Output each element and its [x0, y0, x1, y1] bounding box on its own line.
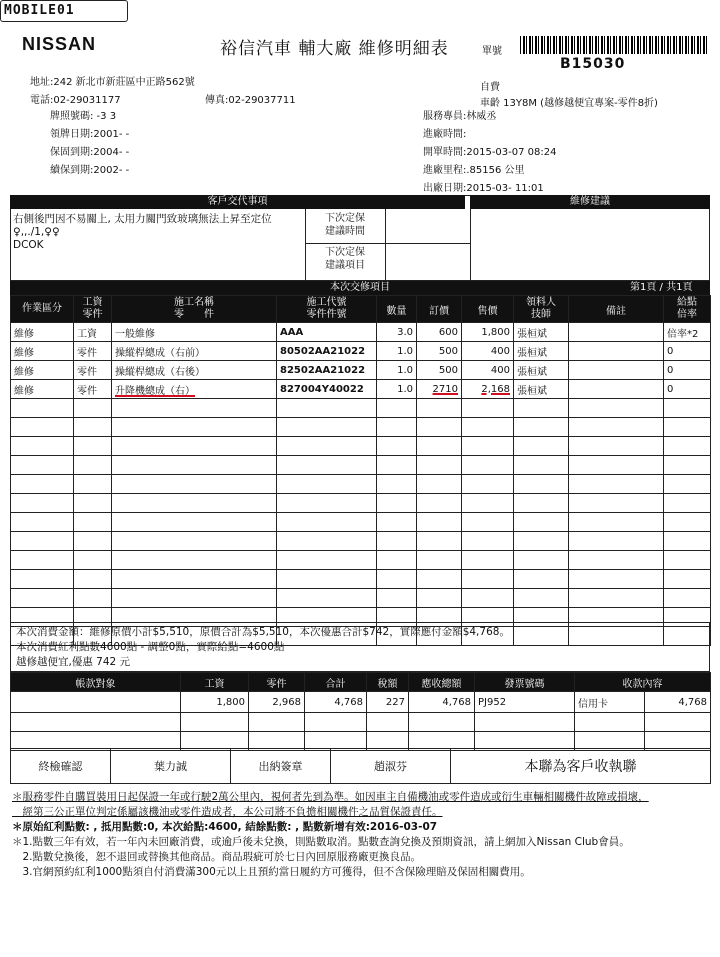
page-info: 第1頁 / 共1頁	[630, 282, 693, 293]
cell: 500	[417, 342, 462, 361]
service-info	[423, 108, 556, 198]
empty-row	[11, 418, 711, 437]
cell: 維修	[11, 380, 74, 399]
barcode	[520, 36, 708, 54]
empty-row	[11, 570, 711, 589]
cell: 倍率*2	[664, 323, 711, 342]
customer-request-text: 右側後門因不易關上, 太用力關門致玻璃無法上昇至定位	[13, 213, 272, 225]
cell: 維修	[11, 323, 74, 342]
cashier-name: 趙淑芬	[331, 749, 451, 784]
divider	[470, 209, 471, 281]
table-row	[11, 361, 711, 380]
cell	[569, 342, 664, 361]
col-invoice: 發票號碼	[475, 673, 575, 692]
empty-row	[11, 456, 711, 475]
final-check-name: 葉力誠	[111, 749, 231, 784]
cell-highlighted: 升降機總成（右）	[112, 380, 277, 399]
cell: 一般維修	[112, 323, 277, 342]
empty-row	[11, 589, 711, 608]
table-row	[11, 342, 711, 361]
cell: 張桓斌	[514, 323, 569, 342]
cell	[569, 380, 664, 399]
customer-request	[13, 213, 272, 252]
col-payer: 帳款對象	[11, 673, 181, 692]
summary-points: 本次消費紅利點數4600點 - 調整0點，實際給點=4600點	[16, 641, 285, 653]
site-logo: MOBILE01	[0, 0, 128, 22]
cell: 2,968	[249, 692, 305, 713]
signature-table	[10, 748, 711, 784]
signature-row	[11, 749, 711, 784]
mileage: 進廠里程:.85156 公里	[423, 165, 525, 176]
note-line: ＊服務零件自購買裝用日起保證一年或行駛2萬公里內，視何者先到為準。如因車主自備機油或零件造成或衍生車輛相關機件故障或損壞，	[12, 791, 649, 803]
cell: 維修	[11, 342, 74, 361]
note-line: 3.官網預約紅利1000點須自付消費滿300元以上且預約當日履約方可獲得，但不含保險理賠及保固相關費用。	[12, 866, 531, 878]
payment-header-row	[11, 673, 711, 692]
col-quantity: 數量	[377, 296, 417, 323]
cell: 張桓斌	[514, 380, 569, 399]
empty-row	[11, 475, 711, 494]
col-receivable: 應收總額	[409, 673, 475, 692]
cell: 信用卡	[575, 692, 645, 713]
customer-receipt-label: 本聯為客戶收執聯	[451, 749, 711, 784]
col-work-type: 作業區分	[11, 296, 74, 323]
next-maintenance-time-label: 下次定保 建議時間	[325, 213, 365, 237]
terms-notes	[12, 790, 712, 880]
summary-amount: 本次消費金額：維修原價小計$5,510，原價合計為$5,510，本次優惠合計$742，實際應付金額$4,768。	[16, 626, 510, 638]
table-row	[11, 380, 711, 399]
col-total: 合計	[305, 673, 367, 692]
cell: 零件	[74, 380, 112, 399]
col-tax: 稅額	[367, 673, 409, 692]
cell	[569, 361, 664, 380]
cell: 400	[462, 342, 514, 361]
repair-items-table	[10, 295, 711, 646]
empty-row	[11, 437, 711, 456]
cell: 4,768	[305, 692, 367, 713]
customer-request-code: DCOK	[13, 239, 44, 251]
summary-discount: 越修越便宜,優惠 742 元	[16, 656, 131, 668]
fax: 傳真:02-29037711	[205, 95, 296, 106]
note-line: 2.點數兌換後，恕不退回或替換其他商品。商品瑕疵可於七日內回原服務廠更換良品。	[12, 851, 422, 863]
cell: 400	[462, 361, 514, 380]
items-section-header	[10, 281, 710, 295]
cell: 1.0	[377, 380, 417, 399]
col-remarks: 備註	[569, 296, 664, 323]
col-point-rate: 給點 倍率	[664, 296, 711, 323]
doc-no: B15030	[560, 56, 626, 72]
customer-request-header: 客戶交代事項	[10, 195, 465, 209]
divider	[385, 209, 386, 281]
address: 地址:242 新北市新莊區中正路562號	[30, 77, 195, 88]
cell: 張桓斌	[514, 342, 569, 361]
col-technician: 領料人 技師	[514, 296, 569, 323]
cell: 3.0	[377, 323, 417, 342]
cell: AAA	[277, 323, 377, 342]
service-advisor: 服務專員:林威丞	[423, 111, 497, 122]
empty-row	[11, 532, 711, 551]
payment-row	[11, 692, 711, 713]
customer-request-note: ♀,,./1,♀♀	[13, 226, 60, 238]
cell: 1.0	[377, 361, 417, 380]
col-category: 工資 零件	[74, 296, 112, 323]
empty-row	[11, 713, 711, 732]
table-header-row	[11, 296, 711, 323]
cell	[569, 323, 664, 342]
arrival-time: 進廠時間:	[423, 129, 467, 140]
cell: 操縱桿總成（右後）	[112, 361, 277, 380]
plate-number: 牌照號碼: -3 3	[50, 111, 117, 122]
license-date: 領牌日期:2001- -	[50, 129, 130, 140]
empty-row	[11, 494, 711, 513]
document-title: 裕信汽車 輔大廠 維修明細表	[220, 39, 449, 59]
cell: 0	[664, 342, 711, 361]
warranty-date: 保固到期:2004- -	[50, 147, 130, 158]
cell-highlighted: 2710	[417, 380, 462, 399]
cell: 82502AA21022	[277, 361, 377, 380]
divider	[305, 243, 470, 244]
note-line: ＊原始紅利點數: , 抵用點數:0, 本次給點:4600, 結餘點數: , 點數新增有效:2016-03-07	[12, 821, 438, 833]
phone: 電話:02-29031177	[30, 95, 121, 106]
cell: 1.0	[377, 342, 417, 361]
col-work-name: 施工名稱 零 件	[112, 296, 277, 323]
cell: 1,800	[181, 692, 249, 713]
pay-type: 自費	[480, 82, 500, 93]
cell: 0	[664, 380, 711, 399]
items-section-title: 本次交修項目	[330, 282, 390, 293]
cell: 4,768	[645, 692, 711, 713]
repair-advice-header: 維修建議	[470, 195, 710, 209]
nissan-logo: NISSAN	[22, 34, 97, 54]
table-row	[11, 323, 711, 342]
cashier-label: 出納簽章	[231, 749, 331, 784]
cell: 80502AA21022	[277, 342, 377, 361]
empty-row	[11, 399, 711, 418]
cell: 零件	[74, 342, 112, 361]
cell: 227	[367, 692, 409, 713]
cell: 1,800	[462, 323, 514, 342]
cell: 工資	[74, 323, 112, 342]
cell-highlighted: 2,168	[462, 380, 514, 399]
vehicle-age: 車齡 13Y8M (越修越便宜專案-零件8折)	[480, 98, 658, 109]
cell: 張桓斌	[514, 361, 569, 380]
order-time: 開單時間:2015-03-07 08:24	[423, 147, 557, 158]
cell: 維修	[11, 361, 74, 380]
doc-no-label: 單號	[482, 46, 502, 57]
cell: 600	[417, 323, 462, 342]
insurance-date: 續保到期:2002- -	[50, 165, 130, 176]
cell: PJ952	[475, 692, 575, 713]
cell: 零件	[74, 361, 112, 380]
col-parts: 零件	[249, 673, 305, 692]
note-line: ＊1.點數三年有效，若一年內未回廠消費，或逾戶後未兌換，則點數取消。點數查詢兌換及預期資訊，請上網加入Nissan Club會員。	[12, 836, 630, 848]
empty-row	[11, 551, 711, 570]
summary	[16, 625, 510, 670]
cell: 500	[417, 361, 462, 380]
cell: 0	[664, 361, 711, 380]
col-payment-content: 收款內容	[575, 673, 711, 692]
col-sale-price: 售價	[462, 296, 514, 323]
payment-table	[10, 672, 711, 751]
cell	[11, 692, 181, 713]
vehicle-info	[50, 108, 129, 180]
note-line: 經第三公正單位判定係屬該機油或零件造成者，本公司將不負擔相關機件之品質保證責任。	[12, 806, 443, 818]
next-maintenance-item-label: 下次定保 建議項目	[325, 247, 365, 271]
divider	[305, 209, 306, 281]
col-list-price: 訂價	[417, 296, 462, 323]
final-check-label: 終檢確認	[11, 749, 111, 784]
cell: 4,768	[409, 692, 475, 713]
departure-date: 出廠日期:2015-03- 11:01	[423, 183, 544, 194]
col-labor: 工資	[181, 673, 249, 692]
col-part-number: 施工代號 零件件號	[277, 296, 377, 323]
empty-row	[11, 513, 711, 532]
cell: 操縱桿總成（右前）	[112, 342, 277, 361]
cell: 827004Y40022	[277, 380, 377, 399]
